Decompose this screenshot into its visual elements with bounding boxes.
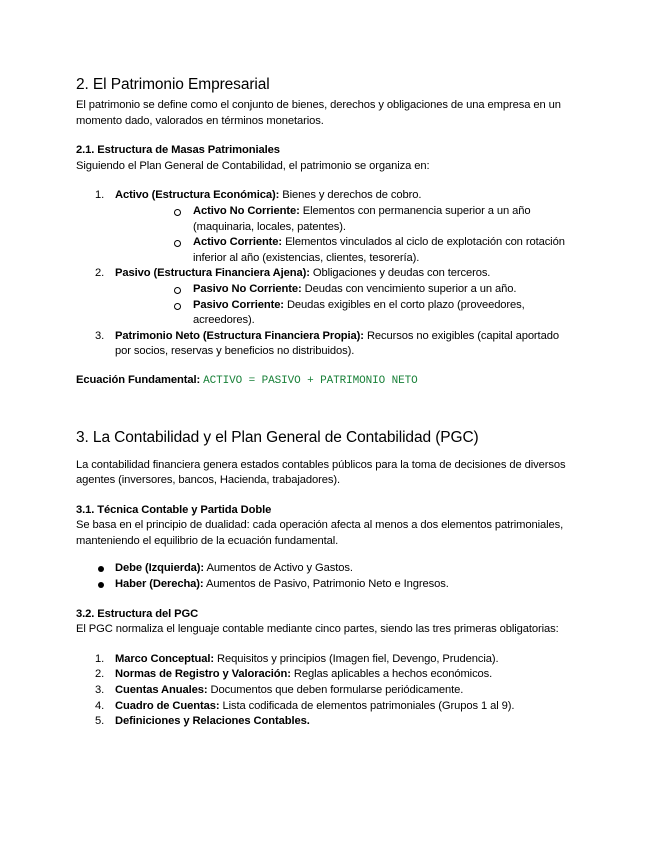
list-number: 4.	[95, 699, 105, 712]
item-description: Requisitos y principios (Imagen fiel, Devengo, Prudencia).	[214, 652, 499, 665]
section-3-intro: La contabilidad financiera genera estados contables públicos para la toma de decisiones de diversos agentes (inversores, bancos, Hacienda, trabajadores).	[76, 458, 566, 487]
hollow-bullet-icon	[174, 303, 181, 310]
patrimonial-masses-list	[76, 188, 576, 360]
fundamental-equation	[76, 373, 576, 390]
list-number: 1.	[95, 189, 105, 202]
list-number: 3.	[95, 684, 105, 697]
subsection-3-2-text: El PGC normaliza el lenguaje contable mediante cinco partes, siendo las tres primeras obligatorias:	[76, 623, 559, 636]
section-2-heading: 2. El Patrimonio Empresarial	[76, 76, 270, 93]
hollow-bullet-icon	[174, 240, 181, 247]
item-term: Pasivo No Corriente:	[193, 282, 302, 295]
pasivo-sublist	[115, 282, 576, 329]
sublist-item	[115, 204, 576, 235]
item-description: Documentos que deben formularse periódicamente.	[207, 684, 464, 697]
item-term: Cuentas Anuales:	[115, 684, 208, 697]
list-item	[76, 683, 576, 699]
item-description: Reglas aplicables a hechos económicos.	[290, 668, 493, 681]
section-3-heading: 3. La Contabilidad y el Plan General de Contabilidad (PGC)	[76, 428, 479, 446]
item-description: Deudas con vencimiento superior a un año.	[301, 282, 517, 295]
list-number: 1.	[95, 652, 105, 665]
list-item-patrimonio-neto	[76, 329, 576, 360]
subsection-3-1-heading: 3.1. Técnica Contable y Partida Doble	[76, 503, 272, 516]
list-number: 5.	[95, 715, 105, 728]
item-description: Elementos con permanencia superior a un año (maquinaria, locales, patentes).	[193, 204, 531, 233]
list-number: 2.	[95, 668, 105, 681]
list-item	[76, 652, 576, 668]
bullet-icon	[98, 582, 104, 588]
hollow-bullet-icon	[174, 287, 181, 294]
item-term: Pasivo (Estructura Financiera Ajena):	[115, 267, 310, 280]
item-term: Normas de Registro y Valoración:	[115, 668, 291, 681]
debe-haber-list	[76, 561, 576, 592]
hollow-bullet-icon	[174, 209, 181, 216]
item-term: Haber (Derecha):	[115, 578, 204, 591]
item-term: Activo No Corriente:	[193, 204, 300, 217]
section-2-intro: El patrimonio se define como el conjunto de bienes, derechos y obligaciones de una empresa en un momento dado, valorados en términos monetarios.	[76, 99, 561, 127]
list-item-debe	[76, 561, 576, 577]
list-item-haber	[76, 577, 576, 593]
subsection-2-1-heading: 2.1. Estructura de Masas Patrimoniales	[76, 144, 280, 157]
subsection-3-2-heading: 3.2. Estructura del PGC	[76, 607, 199, 620]
equation-code: ACTIVO = PASIVO + PATRIMONIO NETO	[203, 374, 418, 387]
item-description: Bienes y derechos de cobro.	[279, 189, 422, 202]
item-term: Patrimonio Neto (Estructura Financiera Propia):	[115, 329, 364, 342]
list-item	[76, 699, 576, 715]
sublist-item	[115, 235, 576, 266]
item-term: Marco Conceptual:	[115, 652, 214, 665]
item-term: Cuadro de Cuentas:	[115, 699, 220, 712]
activo-sublist	[115, 204, 576, 266]
item-term: Activo (Estructura Económica):	[115, 189, 280, 202]
item-description: Elementos vinculados al ciclo de explotación con rotación inferior al año (existencias, clientes, tesorería).	[193, 236, 565, 264]
list-item	[76, 667, 576, 683]
item-description: Deudas exigibles en el corto plazo (proveedores, acreedores).	[193, 298, 525, 327]
item-term: Activo Corriente:	[193, 236, 283, 249]
pgc-parts-list	[76, 652, 576, 730]
list-item	[76, 714, 576, 730]
document-body	[76, 75, 576, 730]
sublist-item	[115, 298, 576, 329]
list-item-pasivo	[76, 266, 576, 328]
list-number: 2.	[95, 267, 105, 280]
list-item-activo	[76, 188, 576, 266]
item-term: Debe (Izquierda):	[115, 562, 205, 575]
item-description: Obligaciones y deudas con terceros.	[309, 267, 491, 280]
item-description: Aumentos de Activo y Gastos.	[204, 562, 353, 575]
item-description: Lista codificada de elementos patrimoniales (Grupos 1 al 9).	[219, 699, 515, 712]
item-term: Pasivo Corriente:	[193, 298, 284, 311]
item-term: Definiciones y Relaciones Contables.	[115, 715, 310, 728]
equation-label: Ecuación Fundamental:	[76, 373, 201, 386]
sublist-item	[115, 282, 576, 298]
item-description: Recursos no exigibles (capital aportado por socios, reservas y beneficios no distribuidos).	[115, 329, 559, 358]
subsection-2-1-text: Siguiendo el Plan General de Contabilidad, el patrimonio se organiza en:	[76, 159, 430, 172]
bullet-icon	[98, 566, 104, 572]
list-number: 3.	[95, 329, 105, 342]
subsection-3-1-text: Se basa en el principio de dualidad: cada operación afecta al menos a dos elementos patrimoniales, manteniendo el equilibrio de la ecuación fundamental.	[76, 519, 564, 547]
item-description: Aumentos de Pasivo, Patrimonio Neto e Ingresos.	[203, 578, 449, 591]
